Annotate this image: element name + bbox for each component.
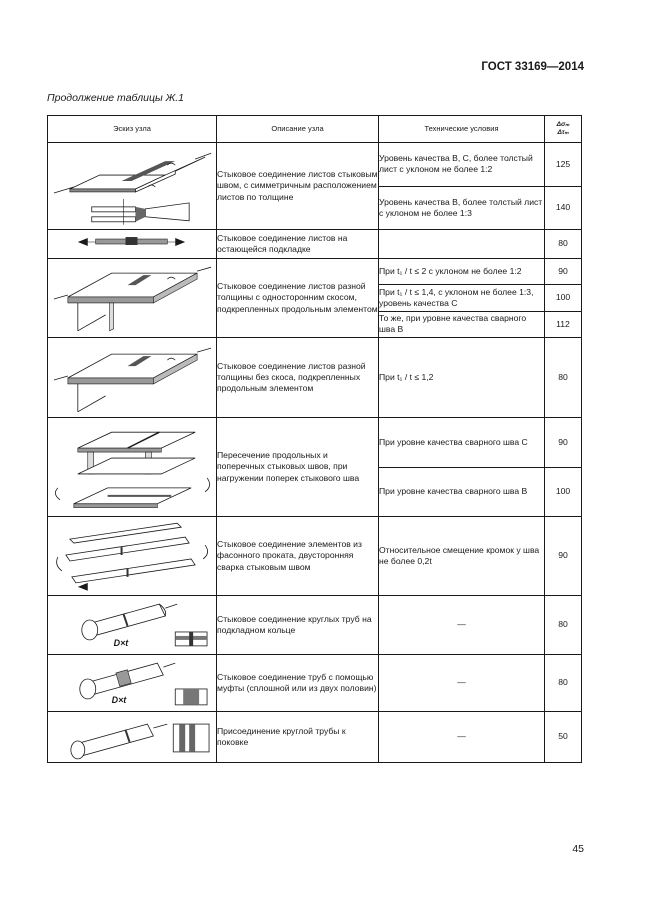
header-sketch: Эскиз узла [48, 116, 217, 143]
condition-cell [379, 230, 545, 259]
condition-cell: При t₁ / t ≤ 1,4, с уклоном не более 1:3, уровень качества C [379, 285, 545, 311]
value-cell: 90 [545, 517, 582, 596]
table-row [48, 596, 582, 655]
description-cell: Пересечение продольных и поперечных стыковых швов, при нагружении поперек стыкового шва [217, 418, 379, 517]
sketch-unequal-plates-no-chamfer [48, 338, 217, 418]
header-stress-range: Δσₘ Δτₘ [545, 116, 582, 143]
condition-cell: При уровне качества сварного шва B [379, 467, 545, 517]
table-header-row [48, 116, 582, 143]
weld-detail-table [47, 115, 582, 763]
description-cell: Присоединение круглой трубы к поковке [217, 712, 379, 763]
condition-cell: При уровне качества сварного шва C [379, 418, 545, 468]
sketch-weld-intersection [48, 418, 217, 517]
condition-cell: Уровень качества B, C, более толстый лист с уклоном не более 1:2 [379, 143, 545, 187]
sketch-backing-strip [48, 230, 217, 259]
table-row [48, 418, 582, 468]
header-conditions: Технические условия [379, 116, 545, 143]
value-cell: 80 [545, 338, 582, 418]
condition-cell: То же, при уровне качества сварного шва B [379, 311, 545, 337]
table-row [48, 143, 582, 187]
value-cell: 90 [545, 259, 582, 285]
value-cell: 112 [545, 311, 582, 337]
table-caption: Продолжение таблицы Ж.1 [47, 92, 184, 104]
description-cell: Стыковое соединение круглых труб на подкладном кольце [217, 596, 379, 655]
table-row [48, 655, 582, 712]
description-cell: Стыковое соединение листов на остающейся подкладке [217, 230, 379, 259]
sketch-label-dxt: D×t [111, 694, 127, 705]
value-cell: 140 [545, 186, 582, 230]
description-cell: Стыковое соединение листов разной толщины без скоса, подкрепленных продольным элементом [217, 338, 379, 418]
value-cell: 80 [545, 655, 582, 712]
table-row [48, 338, 582, 418]
description-cell: Стыковое соединение листов разной толщины с односторонним скосом, подкрепленных продольным элементом [217, 259, 379, 338]
condition-cell: Уровень качества B, более толстый лист с уклоном не более 1:3 [379, 186, 545, 230]
value-cell: 80 [545, 230, 582, 259]
description-cell: Стыковое соединение листов стыковым швом, с симметричным расположением листов по толщине [217, 143, 379, 230]
condition-cell: — [379, 655, 545, 712]
condition-cell: При t₁ / t ≤ 2 с уклоном не более 1:2 [379, 259, 545, 285]
sketch-pipe-sleeve [48, 655, 217, 712]
condition-cell: — [379, 596, 545, 655]
value-cell: 90 [545, 418, 582, 468]
condition-cell: — [379, 712, 545, 763]
value-cell: 125 [545, 143, 582, 187]
table-row [48, 517, 582, 596]
header-description: Описание узла [217, 116, 379, 143]
table-row [48, 259, 582, 285]
condition-cell: При t₁ / t ≤ 1,2 [379, 338, 545, 418]
page-number: 45 [572, 843, 584, 855]
sketch-pipe-to-forging [48, 712, 217, 763]
sketch-rolled-section [48, 517, 217, 596]
sketch-label-dxt: D×t [113, 637, 129, 648]
sketch-unequal-plates-chamfer [48, 259, 217, 338]
document-code: ГОСТ 33169—2014 [481, 61, 584, 73]
condition-cell: Относительное смещение кромок у шва не более 0,2t [379, 517, 545, 596]
value-cell: 100 [545, 467, 582, 517]
sketch-pipe-backing-ring [48, 596, 217, 655]
sketch-butt-joint-symmetric [48, 143, 217, 230]
value-cell: 100 [545, 285, 582, 311]
table-row [48, 712, 582, 763]
value-cell: 80 [545, 596, 582, 655]
value-cell: 50 [545, 712, 582, 763]
description-cell: Стыковое соединение элементов из фасонного проката, двусторонняя сварка стыковым швом [217, 517, 379, 596]
description-cell: Стыковое соединение труб с помощью муфты (сплошной или из двух половин) [217, 655, 379, 712]
table-row [48, 230, 582, 259]
